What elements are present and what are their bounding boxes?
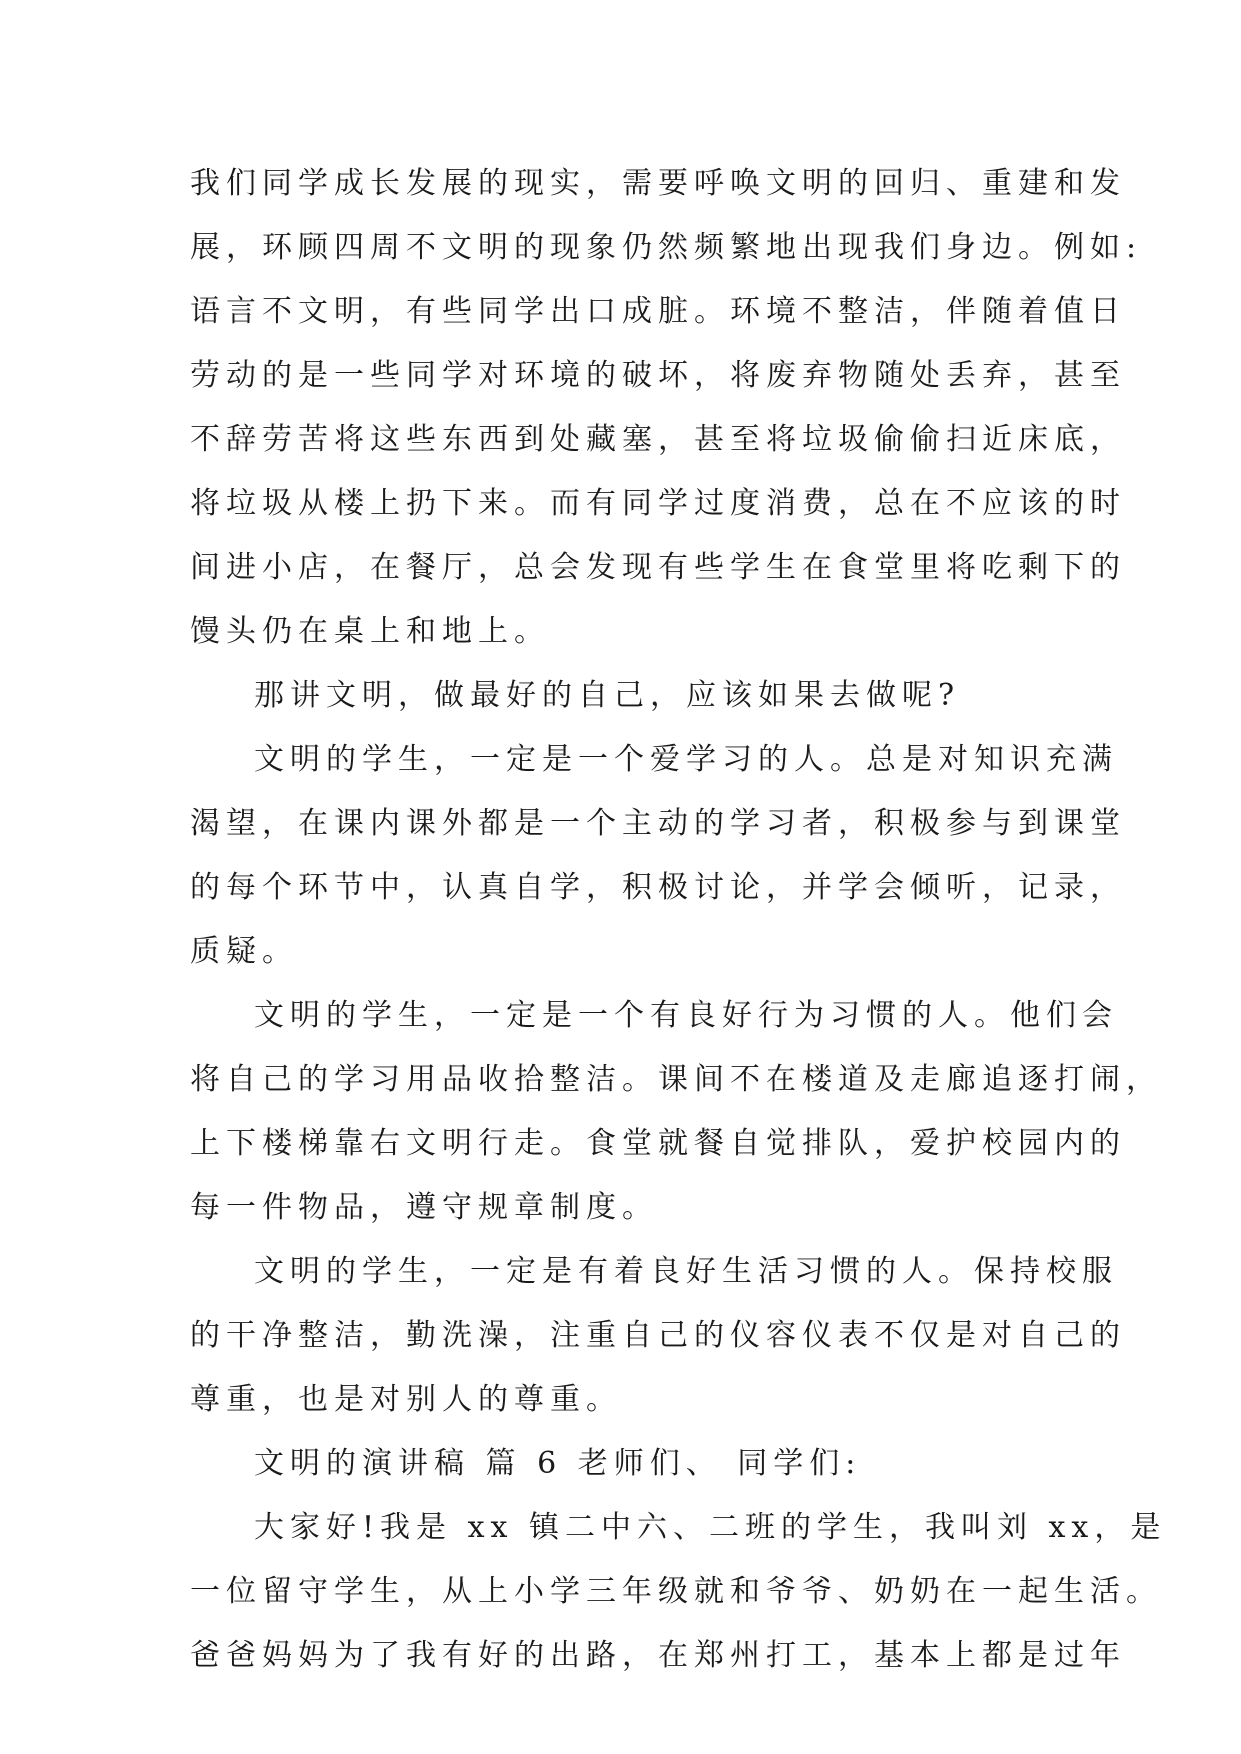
- paragraph-first-line: 文明的学生，一定是有着良好生活习惯的人。保持校服: [254, 1254, 1118, 1289]
- text-line: 语言不文明，有些同学出口成脏。环境不整洁，伴随着值日: [190, 294, 1126, 329]
- paragraph-first-line: 大家好!我是 xx 镇二中六、二班的学生，我叫刘 xx，是: [254, 1510, 1167, 1545]
- text-line: 我们同学成长发展的现实，需要呼唤文明的回归、重建和发: [190, 166, 1126, 201]
- text-line: 的干净整洁，勤洗澡，注重自己的仪容仪表不仅是对自己的: [190, 1318, 1126, 1353]
- paragraph-first-line: 文明的学生，一定是一个有良好行为习惯的人。他们会: [254, 998, 1118, 1033]
- text-line: 上下楼梯靠右文明行走。食堂就餐自觉排队，爱护校园内的: [190, 1126, 1126, 1161]
- text-line: 每一件物品，遵守规章制度。: [190, 1190, 658, 1225]
- document-body: [190, 152, 1167, 1688]
- text-line: 质疑。: [190, 934, 298, 969]
- text-line: 爸爸妈妈为了我有好的出路，在郑州打工，基本上都是过年: [190, 1638, 1126, 1673]
- text-line: 尊重，也是对别人的尊重。: [190, 1382, 622, 1417]
- section-heading: 文明的演讲稿 篇 6 老师们、 同学们:: [254, 1446, 862, 1481]
- text-line: 劳动的是一些同学对环境的破坏，将废弃物随处丢弃，甚至: [190, 358, 1126, 393]
- text-line: 一位留守学生，从上小学三年级就和爷爷、奶奶在一起生活。: [190, 1574, 1162, 1609]
- text-line: 展，环顾四周不文明的现象仍然频繁地出现我们身边。例如:: [190, 230, 1143, 265]
- text-line: 将垃圾从楼上扔下来。而有同学过度消费，总在不应该的时: [190, 486, 1126, 521]
- text-line: 馒头仍在桌上和地上。: [190, 614, 550, 649]
- paragraph-first-line: 那讲文明，做最好的自己，应该如果去做呢?: [254, 678, 961, 713]
- text-line: 将自己的学习用品收拾整洁。课间不在楼道及走廊追逐打闹，: [190, 1062, 1162, 1097]
- paragraph-first-line: 文明的学生，一定是一个爱学习的人。总是对知识充满: [254, 742, 1118, 777]
- text-line: 不辞劳苦将这些东西到处藏塞，甚至将垃圾偷偷扫近床底，: [190, 422, 1126, 457]
- text-line: 的每个环节中，认真自学，积极讨论，并学会倾听，记录，: [190, 870, 1126, 905]
- text-line: 渴望，在课内课外都是一个主动的学习者，积极参与到课堂: [190, 806, 1126, 841]
- page-bottom-margin: [0, 1554, 1241, 1754]
- text-line: 间进小店，在餐厅，总会发现有些学生在食堂里将吃剩下的: [190, 550, 1126, 585]
